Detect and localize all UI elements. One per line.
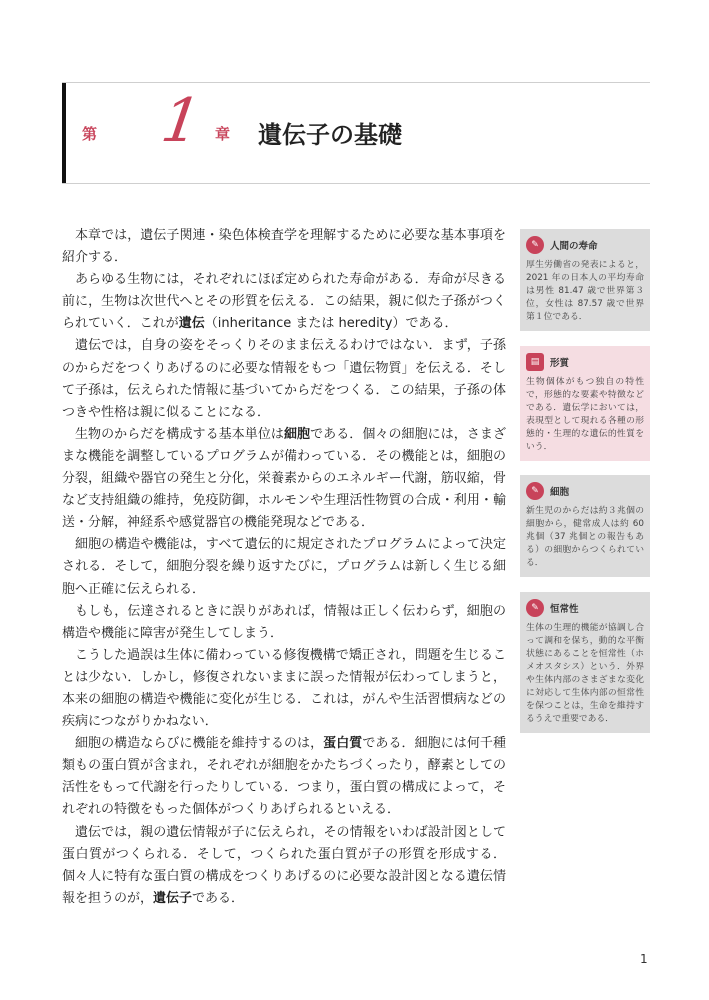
sidebar-title: 形質 [550, 358, 570, 369]
sidebar-text: 生体の生理的機能が協調し合って調和を保ち，動的な平衡状態にあることを恒常性（ホメオスタシス）という．外界や生体内部のさまざまな変化に対応して生体内部の恒常性を保つことは，生命を維持するうえで重要である． [526, 623, 644, 724]
chapter-bar [62, 83, 66, 183]
page-number: 1 [640, 952, 648, 966]
note-icon: ✎ [526, 599, 544, 617]
book-icon: ▤ [526, 353, 544, 371]
chapter-number: 1 [157, 86, 206, 156]
sidebar-title: 恒常性 [550, 604, 579, 615]
sidebar-box-lifespan [520, 229, 650, 331]
paragraph: 遺伝では，自身の姿をそっくりそのまま伝えるわけではない．まず，子孫のからだをつくりあげるのに必要な情報をもつ「遺伝物質」を伝える．そして子孫は，伝えられた情報に基づいてからだをつくる．この結果，子孫の体つきや性格は親に似ることになる． [62, 338, 506, 420]
chapter-prefix: 第 [82, 125, 98, 143]
sidebar-title: 細胞 [550, 487, 570, 498]
paragraph: もしも，伝達されるときに誤りがあれば，情報は正しく伝わらず，細胞の構造や機能に障害が発生してしまう． [62, 603, 506, 641]
sidebar-title: 人間の寿命 [550, 241, 598, 252]
sidebar-text: 生物個体がもつ独自の特性で，形態的な要素や特徴などである．遺伝学においては，表現型として現れる各種の形態的・生理的な遺伝的性質をいう． [526, 377, 644, 452]
keyword-protein: 蛋白質 [323, 736, 363, 752]
chapter-suffix: 章 [215, 125, 231, 143]
keyword-cell: 細胞 [283, 426, 311, 442]
chapter-header [62, 82, 650, 184]
paragraph: 本章では，遺伝子関連・染色体検査学を理解するために必要な基本事項を紹介する． [62, 228, 506, 266]
sidebar-text: 新生児のからだは約３兆個の細胞から，健常成人は約 60 兆個（37 兆個との報告もある）の細胞からつくられている． [526, 506, 644, 568]
sidebar-box-cell [520, 475, 650, 577]
paragraph: 遺伝では，親の遺伝情報が子に伝えられ，その情報をいわば設計図として蛋白質がつくられる．そして，つくられた蛋白質が子の形質を形成する．個々人に特有な蛋白質の構成をつくりあげるのに必要な設計図となる遺伝情報を担うのが，遺伝子である． [62, 824, 506, 906]
sidebar-box-trait [520, 346, 650, 461]
note-icon: ✎ [526, 482, 544, 500]
paragraph: 生物のからだを構成する基本単位は細胞である．個々の細胞には，さまざまな機能を調整しているプログラムが備わっている．その機能とは，細胞の分裂，組織や器官の発生と分化，栄養素からのエネルギー代謝，筋収縮，骨など支持組織の維持，免疫防御，ホルモンや生理活性物質の合成・利用・輸送・分解，神経系や感覚器官の機能発現などである． [62, 426, 506, 531]
chapter-title: 遺伝子の基礎 [258, 121, 402, 149]
keyword-gene: 遺伝子 [153, 890, 193, 906]
paragraph: 細胞の構造や機能は，すべて遺伝的に規定されたプログラムによって決定される．そして，細胞分裂を繰り返すたびに，プログラムは新しく生じる細胞へ正確に伝えられる． [62, 537, 506, 597]
main-text [62, 225, 506, 910]
note-icon: ✎ [526, 236, 544, 254]
paragraph: 細胞の構造ならびに機能を維持するのは，蛋白質である．細胞には何千種類もの蛋白質が含まれ，それぞれが細胞をかたちづくったり，酵素としての活性をもって代謝を行ったりしている．つまり，蛋白質の構成によって，それぞれの特徴をもった個体がつくりあげられるといえる． [62, 736, 506, 818]
sidebar-text: 厚生労働省の発表によると，2021 年の日本人の平均寿命は男性 81.47 歳で世界第３位，女性は 87.57 歳で世界第１位である． [526, 260, 644, 322]
keyword-heredity: 遺伝 [178, 316, 205, 332]
sidebar-box-homeostasis [520, 592, 650, 733]
paragraph: あらゆる生物には，それぞれにほぼ定められた寿命がある．寿命が尽きる前に，生物は次世代へとその形質を伝える．この結果，親に似た子孫がつくられていく．これが遺伝（inheritance または heredity）である． [62, 272, 506, 332]
paragraph: こうした過誤は生体に備わっている修復機構で矯正され，問題を生じることは少ない．しかし，修復されないままに誤った情報が伝わってしまうと，本来の細胞の構造や機能に変化が生じる．これは，がんや生活習慣病などの疾病につながりかねない． [62, 647, 506, 730]
